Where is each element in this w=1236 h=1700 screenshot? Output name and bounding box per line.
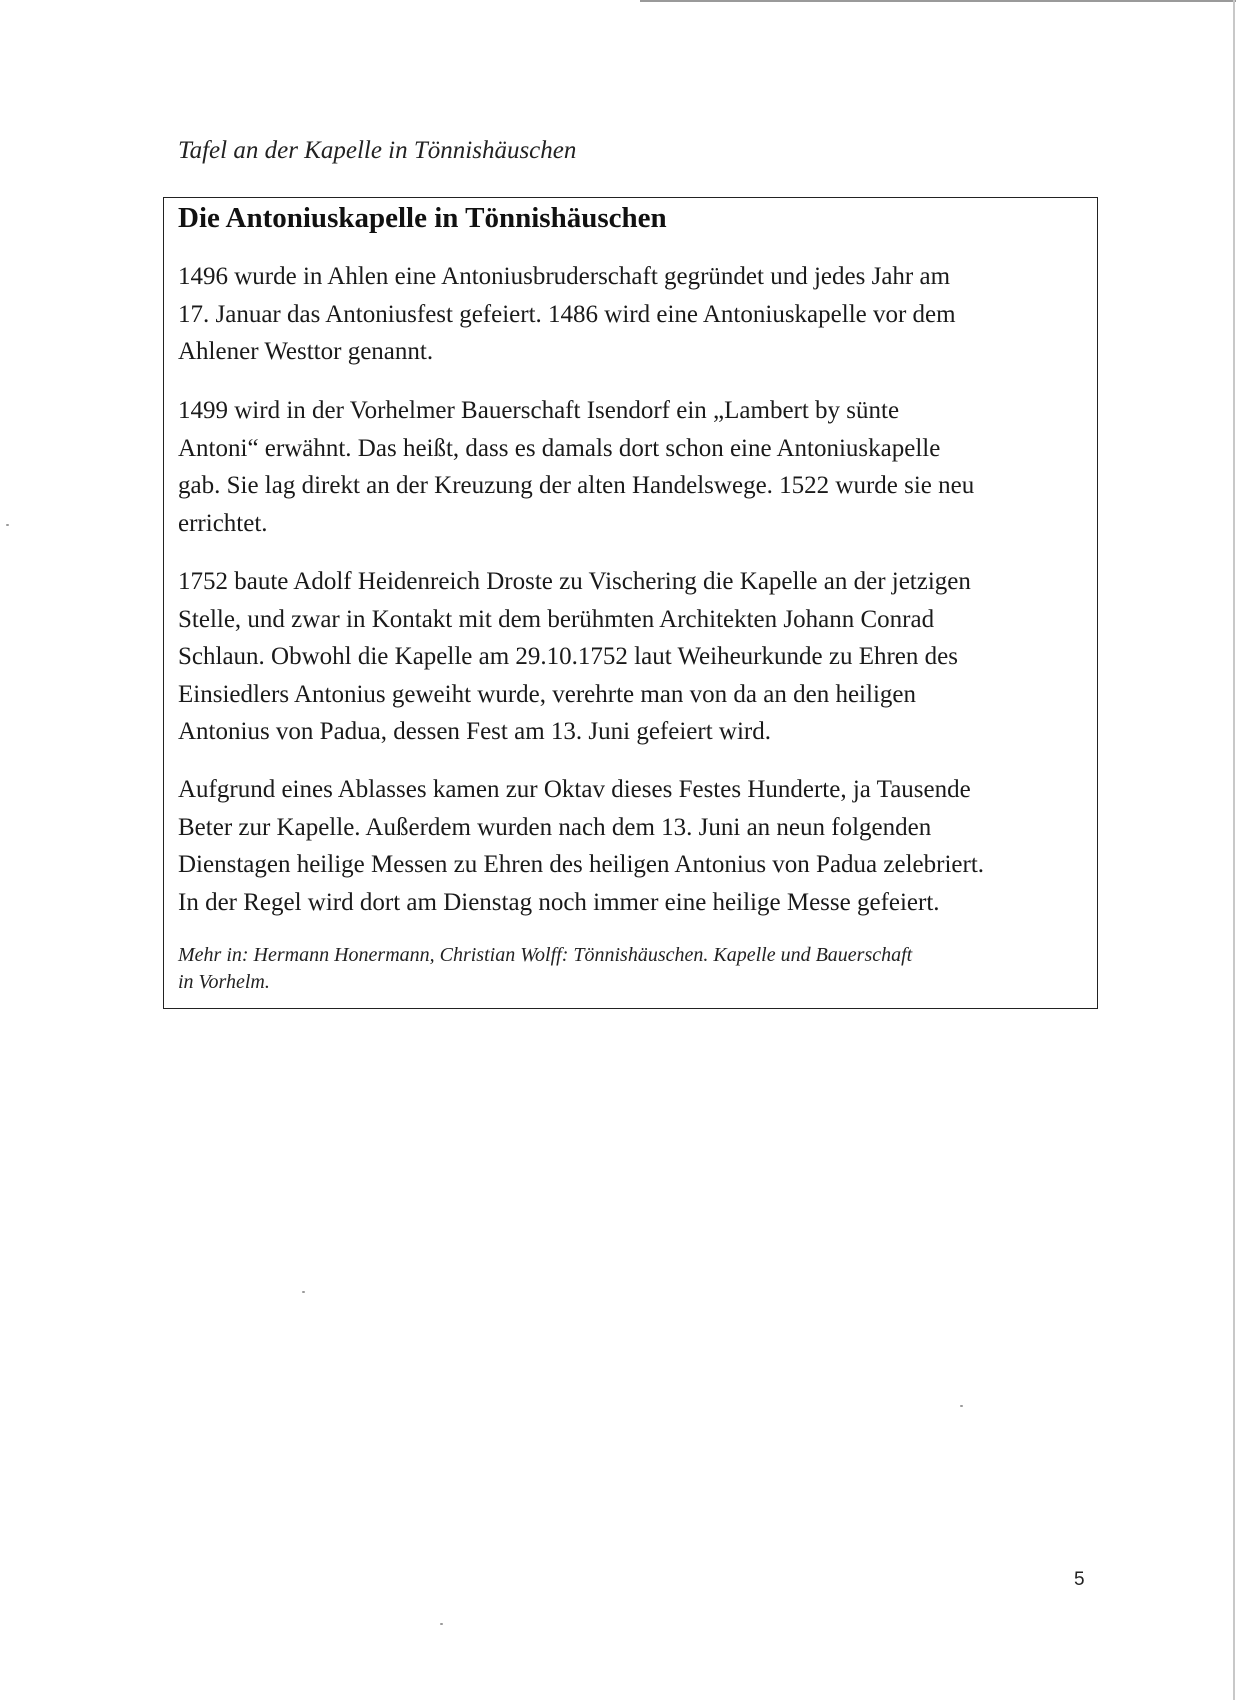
paragraph-line: 1499 wird in der Vorhelmer Bauerschaft Isendorf ein „Lambert by sünte bbox=[178, 397, 900, 424]
paragraph-line: Stelle, und zwar in Kontakt mit dem berühmten Architekten Johann Conrad bbox=[178, 605, 935, 633]
paragraph-line: Antonius von Padua, dessen Fest am 13. Juni gefeiert wird. bbox=[178, 718, 771, 745]
scan-speck bbox=[302, 1291, 305, 1293]
paragraph-line: errichtet. bbox=[178, 509, 268, 537]
source-reference bbox=[178, 942, 1088, 996]
paragraph-line: Ahlener Westtor genannt. bbox=[178, 338, 434, 365]
paragraph-3 bbox=[178, 563, 1088, 751]
scan-top-edge bbox=[640, 0, 1236, 2]
source-line: Mehr in: Hermann Honermann, Christian Wolff: Tönnishäuschen. Kapelle und Bauerschaft bbox=[178, 944, 913, 966]
scan-speck bbox=[440, 1623, 443, 1625]
page-number: 5 bbox=[1074, 1569, 1085, 1590]
paragraph-line: Beter zur Kapelle. Außerdem wurden nach dem 13. Juni an neun folgenden bbox=[178, 813, 932, 841]
plaque-title: Die Antoniuskapelle in Tönnishäuschen bbox=[178, 202, 667, 234]
plaque-box bbox=[163, 197, 1098, 1009]
paragraph-line: Einsiedlers Antonius geweiht wurde, verehrte man von da an den heiligen bbox=[178, 680, 916, 708]
paragraph-line: 1752 baute Adolf Heidenreich Droste zu Vischering die Kapelle an der jetzigen bbox=[178, 568, 971, 595]
scan-speck bbox=[6, 524, 9, 526]
paragraph-line: Antoni“ erwähnt. Das heißt, dass es damals dort schon eine Antoniuskapelle bbox=[178, 434, 941, 462]
paragraph-line: Schlaun. Obwohl die Kapelle am 29.10.1752 laut Weiheurkunde zu Ehren des bbox=[178, 643, 958, 670]
paragraph-line: In der Regel wird dort am Dienstag noch immer eine heilige Messe gefeiert. bbox=[178, 888, 940, 916]
paragraph-2 bbox=[178, 392, 1088, 542]
paragraph-line: 1496 wurde in Ahlen eine Antoniusbruderschaft gegründet und jedes Jahr am bbox=[178, 263, 951, 290]
plaque-caption: Tafel an der Kapelle in Tönnishäuschen bbox=[178, 137, 577, 164]
paragraph-4 bbox=[178, 771, 1088, 921]
scan-right-edge bbox=[1233, 0, 1235, 1700]
paragraph-line: Aufgrund eines Ablasses kamen zur Oktav dieses Festes Hunderte, ja Tausende bbox=[178, 776, 971, 803]
source-line: in Vorhelm. bbox=[178, 971, 270, 993]
scan-speck bbox=[960, 1405, 963, 1407]
paragraph-line: Dienstagen heilige Messen zu Ehren des heiligen Antonius von Padua zelebriert. bbox=[178, 851, 985, 878]
paragraph-line: 17. Januar das Antoniusfest gefeiert. 1486 wird eine Antoniuskapelle vor dem bbox=[178, 300, 956, 328]
paragraph-line: gab. Sie lag direkt an der Kreuzung der alten Handelswege. 1522 wurde sie neu bbox=[178, 472, 975, 499]
paragraph-1 bbox=[178, 258, 1088, 371]
